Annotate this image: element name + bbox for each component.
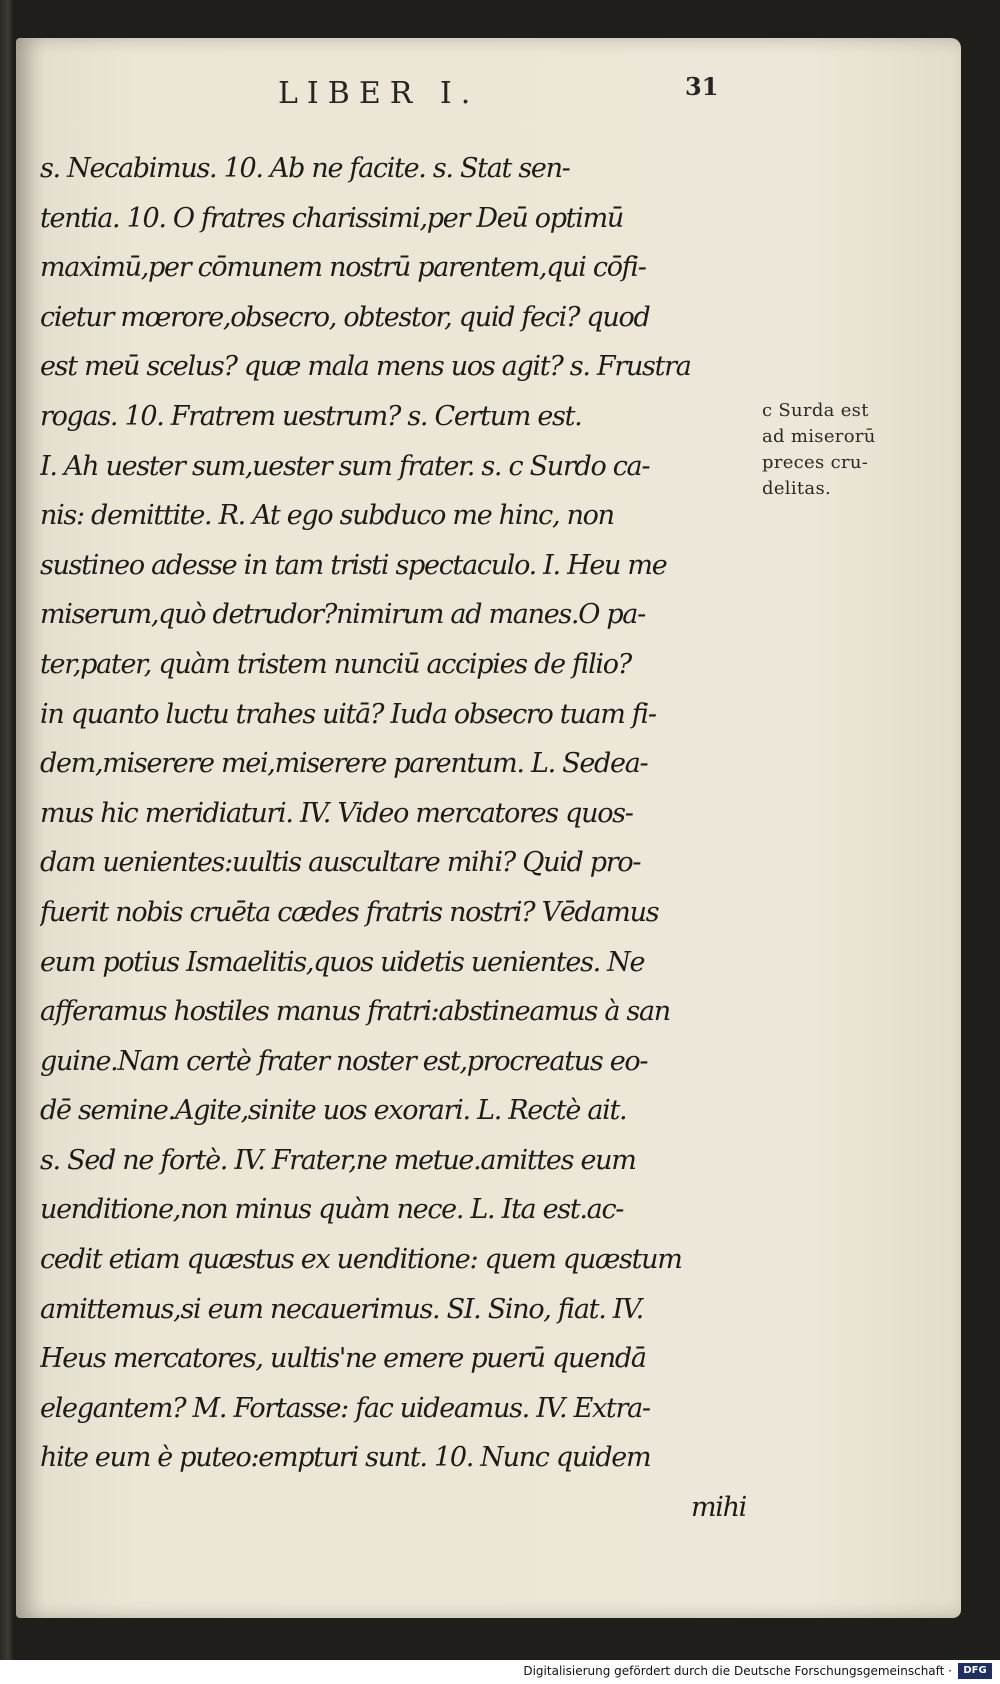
text-line: miserum,quò detrudor?nimirum ad manes.O pa- (40, 599, 645, 631)
marginal-note-line: ad miserorū (762, 426, 876, 447)
text-line: s. Sed ne fortè. IV. Frater,ne metue.amittes eum (40, 1144, 636, 1176)
text-line: amittemus,si eum necauerimus. SI. Sino, fiat. IV. (40, 1293, 643, 1325)
text-line: in quanto luctu trahes uitā? Iuda obsecro tuam fi- (40, 698, 656, 730)
text-line: eum potius Ismaelitis,quos uidetis uenientes. Ne (40, 946, 645, 978)
text-line: uenditione,non minus quàm nece. L. Ita est.ac- (40, 1194, 624, 1226)
marginal-note-line: delitas. (762, 478, 832, 499)
text-line: cedit etiam quæstus ex uenditione: quem quæstum (40, 1244, 682, 1276)
text-line: Heus mercatores, uultis'ne emere puerū quendā (40, 1343, 646, 1375)
page-header (270, 72, 730, 132)
text-line: nis: demittite. R. At ego subduco me hinc, non (40, 500, 614, 532)
running-head: LIBER I. (278, 76, 480, 111)
text-line: dem,miserere mei,miserere parentum. L. Sedea- (40, 748, 648, 780)
dfg-logo: DFG (958, 1663, 992, 1679)
marginal-note (762, 398, 912, 502)
text-line: I. Ah uester sum,uester sum frater. s. c Surdo ca- (40, 450, 650, 482)
marginal-note-line: preces cru- (762, 452, 869, 473)
text-line: fuerit nobis cruēta cædes fratris nostri? Vēdamus (40, 896, 659, 928)
text-line: guine.Nam certè frater noster est,procreatus eo- (40, 1045, 648, 1077)
text-line: rogas. 10. Fratrem uestrum? s. Certum est. (40, 400, 582, 432)
body-text (40, 144, 752, 1533)
text-line: tentia. 10. O fratres charissimi,per Deū optimū (40, 202, 623, 234)
text-line: sustineo adesse in tam tristi spectaculo. I. Heu me (40, 549, 667, 581)
text-line: cietur mœrore,obsecro, obtestor, quid feci? quod (40, 301, 650, 333)
catchword: mihi (690, 1492, 746, 1524)
page-number: 31 (685, 72, 719, 101)
text-line: afferamus hostiles manus fratri:abstineamus à san (40, 996, 670, 1028)
text-line: elegantem? M. Fortasse: fac uideamus. IV. Extra- (40, 1392, 650, 1424)
text-line: dam uenientes:uultis auscultare mihi? Quid pro- (40, 847, 641, 879)
marginal-note-line: c Surda est (762, 400, 869, 421)
text-line: maximū,per cōmunem nostrū parentem,qui cōfi- (40, 252, 646, 284)
footer-bar (0, 1660, 1000, 1684)
text-line: ter,pater, quàm tristem nunciū accipies de filio? (40, 648, 631, 680)
text-line: dē semine.Agite,sinite uos exorari. L. Rectè ait. (40, 1095, 627, 1127)
text-line: hite eum è puteo:empturi sunt. 10. Nunc quidem (40, 1442, 651, 1474)
text-line: est meū scelus? quæ mala mens uos agit? s. Frustra (40, 351, 691, 383)
text-line: mus hic meridiaturi. IV. Video mercatores quos- (40, 797, 633, 829)
funding-credit: Digitalisierung gefördert durch die Deutsche Forschungsgemeinschaft · (523, 1664, 952, 1678)
text-line: s. Necabimus. 10. Ab ne facite. s. Stat sen- (40, 153, 570, 184)
